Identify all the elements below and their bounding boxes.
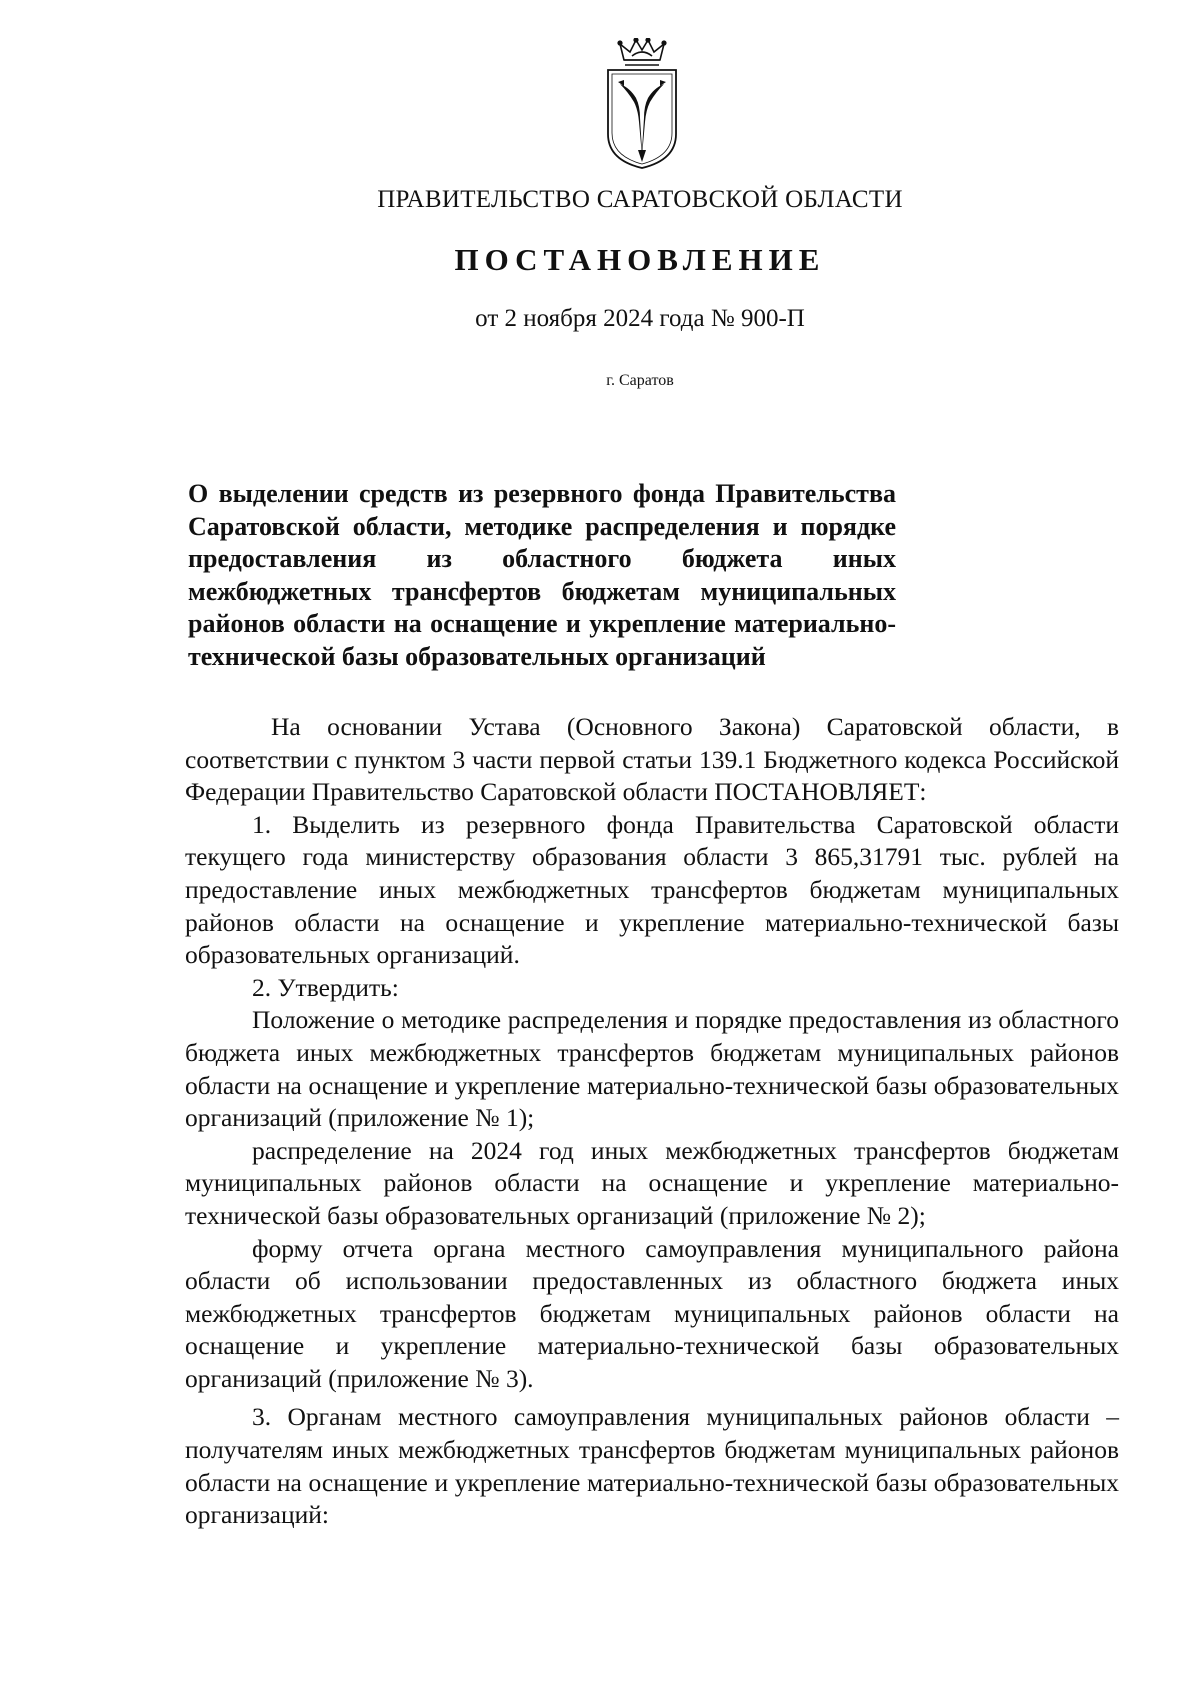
document-body xyxy=(185,711,1119,1532)
body-paragraph-approve-provision: Положение о методике распределения и порядке предоставления из областного бюджета иных межбюджетных трансфертов бюджетам муниципальных районов области на оснащение и укрепление материально-технической базы образовательных организаций (приложение № 1); xyxy=(185,1005,1119,1133)
body-paragraph-item-3: 3. Органам местного самоуправления муниципальных районов области – получателям иных межбюджетных трансфертов бюджетам муниципальных районов области на оснащение и укрепление материально-технической базы образовательных организаций: xyxy=(185,1402,1119,1530)
body-paragraph-item-1: 1. Выделить из резервного фонда Правительства Саратовской области текущего года министерству образования области 3 865,31791 тыс. рублей на предоставление иных межбюджетных трансфертов бюджетам муниципальных районов области на оснащение и укрепление материально-технической базы образовательных организаций. xyxy=(185,809,1119,970)
body-paragraph-item-2: 2. Утвердить: xyxy=(252,972,399,1002)
document-type-heading: ПОСТАНОВЛЕНИЕ xyxy=(454,242,826,277)
government-name: ПРАВИТЕЛЬСТВО САРАТОВСКОЙ ОБЛАСТИ xyxy=(377,186,903,213)
body-paragraph-approve-report-form: форму отчета органа местного самоуправления муниципального района области об использовании предоставленных из областного бюджета иных межбюджетных трансфертов бюджетам муниципальных районов области на оснащение и укрепление материально-технической базы образовательных организаций (приложение № 3). xyxy=(185,1233,1119,1393)
document-date-number: от 2 ноября 2024 года № 900-П xyxy=(475,305,805,332)
body-paragraph-preamble: На основании Устава (Основного Закона) Саратовской области, в соответствии с пунктом 3 части первой статьи 139.1 Бюджетного кодекса Российской Федерации Правительство Саратовской области ПОСТАНОВЛЯЕТ: xyxy=(185,712,1119,807)
saratov-coat-of-arms-icon xyxy=(602,38,682,170)
document-city: г. Саратов xyxy=(606,372,674,389)
document-title: О выделении средств из резервного фонда Правительства Саратовской области, методике распределения и порядке предоставления из областного бюджета иных межбюджетных трансфертов бюджетам муниципальных районов области на оснащение и укрепление материально-технической базы образовательных организаций xyxy=(188,479,896,671)
body-paragraph-approve-distribution: распределение на 2024 год иных межбюджетных трансфертов бюджетам муниципальных районов области на оснащение и укрепление материально-технической базы образовательных организаций (приложение № 2); xyxy=(185,1135,1119,1230)
